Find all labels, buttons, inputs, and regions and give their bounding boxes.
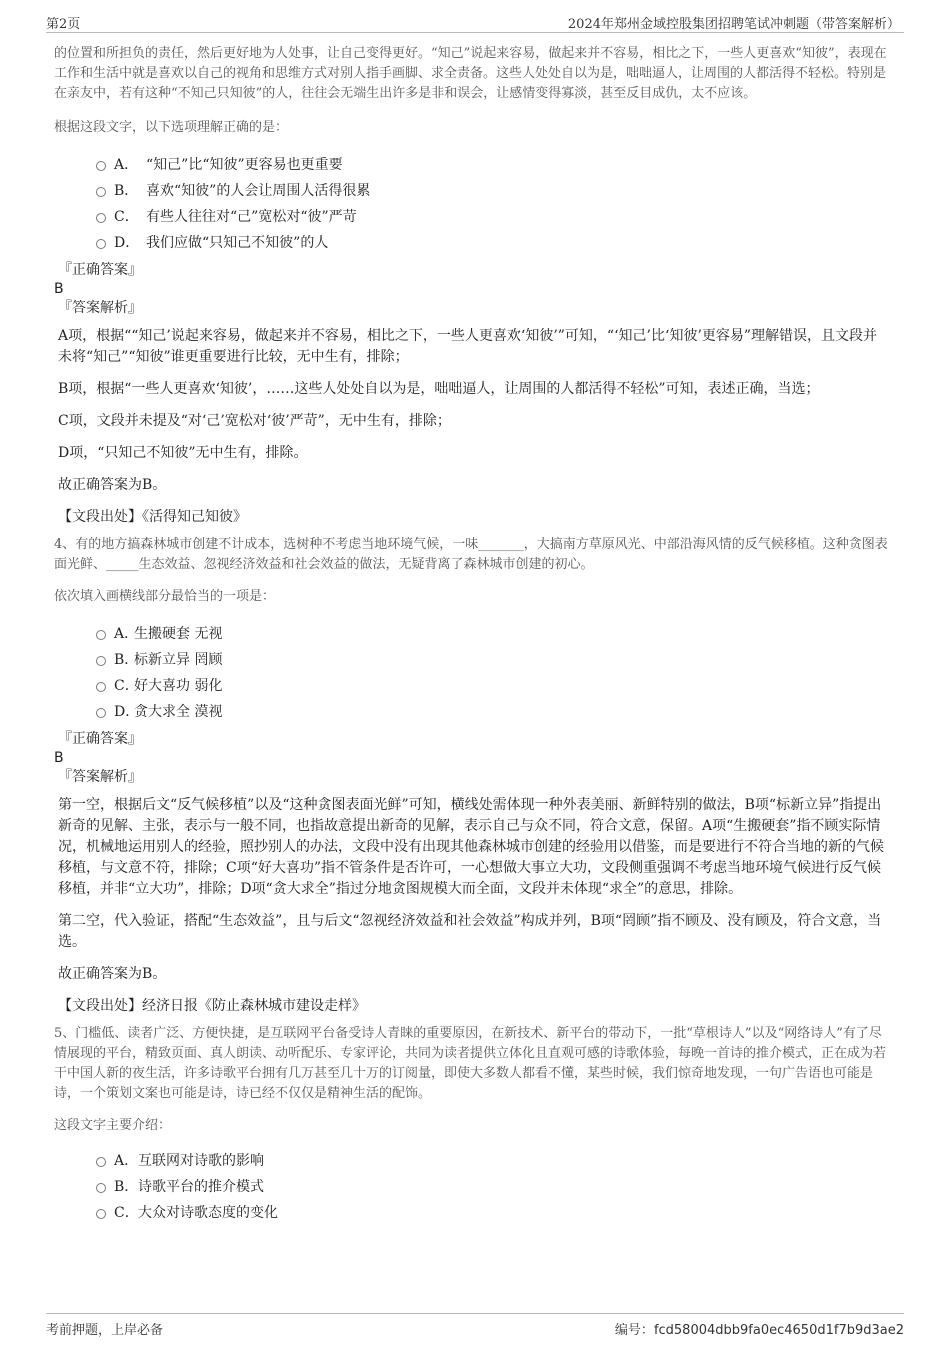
q5-option-c[interactable]: C． 大众对诗歌态度的变化 bbox=[98, 1200, 890, 1226]
q4-conclusion: 故正确答案为B。 bbox=[58, 966, 167, 982]
document-title: 2024年郑州金域控股集团招聘笔试冲刺题（带答案解析） bbox=[567, 17, 900, 32]
q3-explanation-c: C项，文段并未提及“对‘己’宽松对‘彼’严苛”，无中生有，排除； bbox=[58, 413, 451, 429]
code-value: fcd58004dbb9fa0ec4650d1f7b9d3ae2 bbox=[653, 1323, 904, 1338]
radio-icon[interactable] bbox=[96, 630, 106, 640]
q3-option-a[interactable]: A． “知己”比“知彼”更容易也更重要 bbox=[98, 152, 890, 178]
q5-passage: 5、门槛低、读者广泛、方便快捷，是互联网平台备受诗人青睐的重要原因，在新技术、新平台的带动下，一批“草根诗人”以及“网络诗人”有了尽情展现的平台，精致页面、真人朗读、动听配乐、专家评论，共同为读者提供立体化且直观可感的诗歌体验，每晚一首诗的推介模式，正在成为若干中国人新的夜生活，许多诗歌平台拥有几万甚至几十万的订阅量，即使大多数人都看不懂，某些时候，我们惊奇地发现，一句广告语也可能是诗，一个策划文案也可能是诗，诗已经不仅仅是精神生活的配饰。 bbox=[54, 1026, 887, 1101]
q4-option-d[interactable]: D． 贪大求全 漠视 bbox=[98, 699, 890, 725]
q4-passage: 4、有的地方搞森林城市创建不计成本，选树种不考虑当地环境气候，一味_______，大搞南方草原风光、中部沿海风情的反气候移植。这种贪图表面光鲜、_____生态效益、忽视经济效益和社会效益的做法，无疑背离了森林城市创建的初心。 bbox=[54, 537, 888, 572]
radio-icon[interactable] bbox=[96, 682, 106, 692]
q3-explanation-b: B项，根据“一些人更喜欢‘知彼’，……这些人处处自以为是，咄咄逼人，让周围的人都活得不轻松”可知，表述正确，当选； bbox=[58, 381, 820, 397]
q3-passage: 的位置和所担负的责任，然后更好地为人处事，让自己变得更好。“知己”说起来容易，做起来并不容易，相比之下，一些人更喜欢“知彼”，表现在工作和生活中就是喜欢以自己的视角和思维方式对别人指手画脚、求全责备。这些人处处自以为是，咄咄逼人，让周围的人都活得不轻松。特别是在亲友中，若有这种“不知己只知彼”的人，往往会无端生出许多是非和误会，让感情变得寡淡，甚至反目成仇，太不应该。 bbox=[54, 46, 887, 101]
q3-answer-label: 『正确答案』 bbox=[58, 262, 142, 278]
footer-slogan: 考前押题，上岸必备 bbox=[46, 1323, 164, 1338]
q4-answer-label: 『正确答案』 bbox=[58, 731, 142, 747]
q3-explanation-d: D项，“只知己不知彼”无中生有，排除。 bbox=[58, 445, 308, 461]
q3-answer: B bbox=[54, 281, 64, 297]
radio-icon[interactable] bbox=[96, 239, 106, 249]
q3-option-b[interactable]: B． 喜欢“知彼”的人会让周围人活得很累 bbox=[98, 178, 890, 204]
q5-option-a[interactable]: A． 互联网对诗歌的影响 bbox=[98, 1148, 890, 1174]
q3-analysis-label: 『答案解析』 bbox=[58, 300, 142, 316]
q3-prompt: 根据这段文字，以下选项理解正确的是： bbox=[54, 120, 289, 135]
page-footer bbox=[46, 1313, 904, 1338]
q4-options bbox=[98, 621, 890, 725]
radio-icon[interactable] bbox=[96, 1209, 106, 1219]
q3-explanation-a: A项，根据““知己’说起来容易，做起来并不容易，相比之下，一些人更喜欢‘知彼’”可知，“‘知己’比‘知彼’更容易”理解错误，且文段并未将“知己”“知彼”谁更重要进行比较，无中生有，排除； bbox=[58, 328, 878, 365]
code-label: 编号： bbox=[614, 1323, 654, 1338]
document-code bbox=[615, 1319, 904, 1338]
q3-option-d[interactable]: D． 我们应做“只知己不知彼”的人 bbox=[98, 230, 890, 256]
q4-option-c[interactable]: C． 好大喜功 弱化 bbox=[98, 673, 890, 699]
q5-prompt: 这段文字主要介绍： bbox=[54, 1118, 172, 1133]
q5-options bbox=[98, 1148, 890, 1226]
radio-icon[interactable] bbox=[96, 187, 106, 197]
q3-options bbox=[98, 152, 890, 256]
q4-prompt: 依次填入画横线部分最恰当的一项是： bbox=[54, 589, 276, 604]
q4-source: 【文段出处】经济日报《防止森林城市建设走样》 bbox=[58, 998, 366, 1014]
radio-icon[interactable] bbox=[96, 1183, 106, 1193]
q5-option-b[interactable]: B． 诗歌平台的推介模式 bbox=[98, 1174, 890, 1200]
q4-option-b[interactable]: B． 标新立异 罔顾 bbox=[98, 647, 890, 673]
page-header bbox=[46, 10, 904, 33]
page-content bbox=[54, 38, 890, 1226]
radio-icon[interactable] bbox=[96, 161, 106, 171]
radio-icon[interactable] bbox=[96, 1157, 106, 1167]
q4-option-a[interactable]: A． 生搬硬套 无视 bbox=[98, 621, 890, 647]
q4-explanation-first-blank: 第一空，根据后文“反气候移植”以及“这种贪图表面光鲜”可知，横线处需体现一种外表美丽、新鲜特别的做法，B项“标新立异”指提出新奇的见解、主张，表示与一般不同，也指故意提出新奇的见解，表示自己与众不同，符合文意，保留。A项“生搬硬套”指不顾实际情况，机械地运用别人的经验，照抄别人的办法，文段中没有出现其他森林城市创建的经验用以借鉴，而是要进行不符合当地的新的气候移植，与文意不符，排除；C项“好大喜功”指不管条件是否许可，一心想做大事立大功，文段侧重强调不考虑当地环境气候进行反气候移植，并非“立大功”，排除；D项“贪大求全”指过分地贪图规模大而全面，文段并未体现“求全”的意思，排除。 bbox=[58, 797, 884, 897]
q3-source: 【文段出处】《活得知己知彼》 bbox=[58, 509, 247, 525]
q3-conclusion: 故正确答案为B。 bbox=[58, 477, 167, 493]
q4-explanation-second-blank: 第二空，代入验证，搭配“生态效益”，且与后文“忽视经济效益和社会效益”构成并列，B项“罔顾”指不顾及、没有顾及，符合文意，当选。 bbox=[58, 913, 882, 950]
radio-icon[interactable] bbox=[96, 213, 106, 223]
page-number: 第2页 bbox=[46, 17, 81, 32]
q4-answer: B bbox=[54, 750, 64, 766]
q3-option-c[interactable]: C． 有些人往往对“己”宽松对“彼”严苛 bbox=[98, 204, 890, 230]
radio-icon[interactable] bbox=[96, 656, 106, 666]
q4-analysis-label: 『答案解析』 bbox=[58, 769, 142, 785]
radio-icon[interactable] bbox=[96, 708, 106, 718]
